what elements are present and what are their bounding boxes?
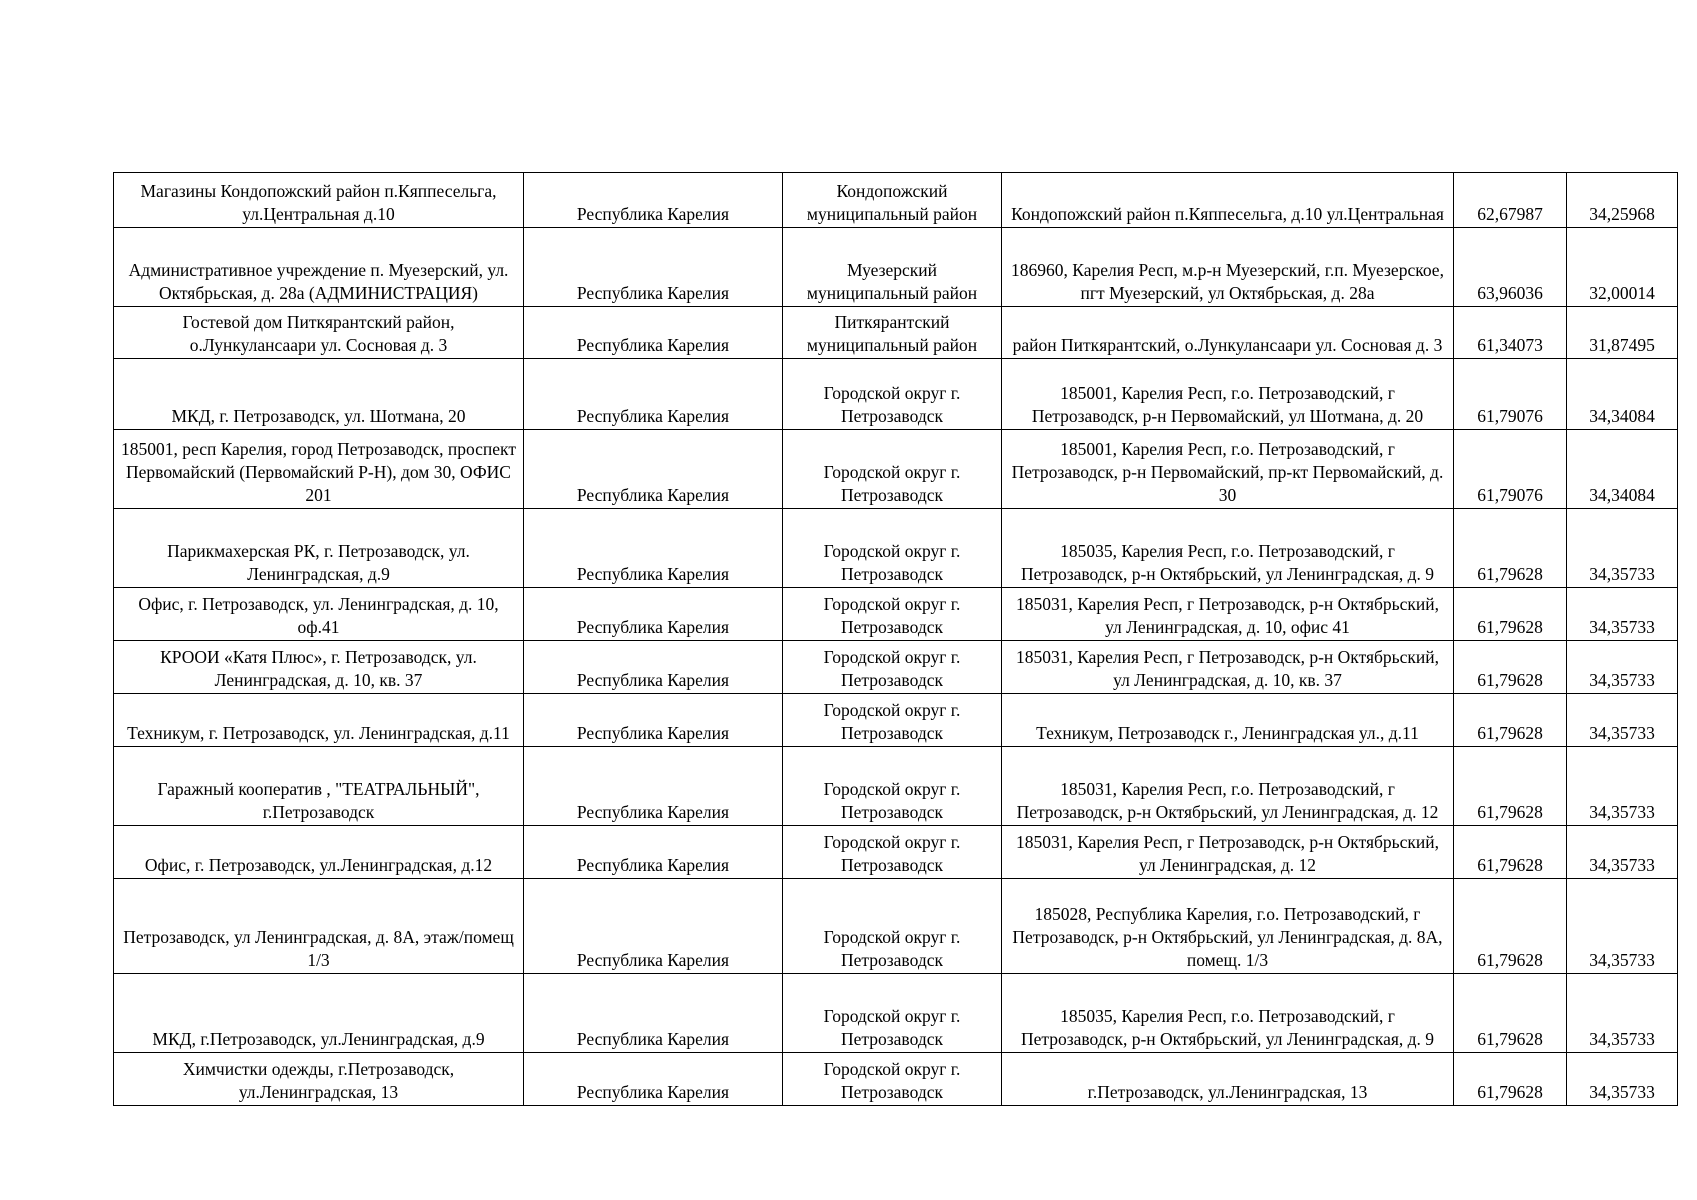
- cell-region: Республика Карелия: [524, 173, 783, 228]
- cell-longitude: 34,34084: [1567, 430, 1678, 509]
- cell-name: Гаражный кооператив , "ТЕАТРАЛЬНЫЙ", г.Петрозаводск: [114, 747, 524, 826]
- cell-region: Республика Карелия: [524, 826, 783, 879]
- cell-region: Республика Карелия: [524, 879, 783, 974]
- table-row: [114, 228, 1678, 307]
- table-row: [114, 430, 1678, 509]
- cell-address: 185001, Карелия Респ, г.о. Петрозаводский, г Петрозаводск, р-н Первомайский, пр-кт Первомайский, д. 30: [1002, 430, 1454, 509]
- cell-address: Кондопожский район п.Кяппесельга, д.10 ул.Центральная: [1002, 173, 1454, 228]
- table-row: [114, 974, 1678, 1053]
- table-row: [114, 879, 1678, 974]
- table-row: [114, 826, 1678, 879]
- cell-name: Парикмахерская РК, г. Петрозаводск, ул. Ленинградская, д.9: [114, 509, 524, 588]
- cell-address: 185031, Карелия Респ, г Петрозаводск, р-н Октябрьский, ул Ленинградская, д. 12: [1002, 826, 1454, 879]
- cell-region: Республика Карелия: [524, 359, 783, 430]
- table-row: [114, 1053, 1678, 1106]
- cell-latitude: 61,79076: [1454, 430, 1567, 509]
- cell-longitude: 34,35733: [1567, 1053, 1678, 1106]
- cell-name: КРООИ «Катя Плюс», г. Петрозаводск, ул. Ленинградская, д. 10, кв. 37: [114, 641, 524, 694]
- table-row: [114, 173, 1678, 228]
- cell-municipality: Городской округ г. Петрозаводск: [783, 747, 1002, 826]
- cell-municipality: Питкярантский муниципальный район: [783, 307, 1002, 359]
- cell-municipality: Муезерский муниципальный район: [783, 228, 1002, 307]
- cell-name: Офис, г. Петрозаводск, ул. Ленинградская, д. 10, оф.41: [114, 588, 524, 641]
- cell-region: Республика Карелия: [524, 747, 783, 826]
- table-row: [114, 641, 1678, 694]
- cell-latitude: 61,34073: [1454, 307, 1567, 359]
- cell-municipality: Городской округ г. Петрозаводск: [783, 1053, 1002, 1106]
- cell-name: Офис, г. Петрозаводск, ул.Ленинградская, д.12: [114, 826, 524, 879]
- cell-address: г.Петрозаводск, ул.Ленинградская, 13: [1002, 1053, 1454, 1106]
- cell-region: Республика Карелия: [524, 430, 783, 509]
- cell-name: 185001, респ Карелия, город Петрозаводск, проспект Первомайский (Первомайский Р-Н), дом 30, ОФИС 201: [114, 430, 524, 509]
- cell-longitude: 32,00014: [1567, 228, 1678, 307]
- cell-longitude: 34,35733: [1567, 974, 1678, 1053]
- cell-municipality: Городской округ г. Петрозаводск: [783, 588, 1002, 641]
- cell-longitude: 34,35733: [1567, 879, 1678, 974]
- cell-name: Техникум, г. Петрозаводск, ул. Ленинградская, д.11: [114, 694, 524, 747]
- cell-address: 185035, Карелия Респ, г.о. Петрозаводский, г Петрозаводск, р-н Октябрьский, ул Ленинградская, д. 9: [1002, 974, 1454, 1053]
- cell-longitude: 34,35733: [1567, 694, 1678, 747]
- table-row: [114, 509, 1678, 588]
- cell-region: Республика Карелия: [524, 307, 783, 359]
- cell-name: Петрозаводск, ул Ленинградская, д. 8А, этаж/помещ 1/3: [114, 879, 524, 974]
- cell-municipality: Городской округ г. Петрозаводск: [783, 359, 1002, 430]
- cell-name: Магазины Кондопожский район п.Кяппесельга, ул.Центральная д.10: [114, 173, 524, 228]
- table-row: [114, 747, 1678, 826]
- table-row: [114, 359, 1678, 430]
- cell-municipality: Городской округ г. Петрозаводск: [783, 509, 1002, 588]
- cell-longitude: 31,87495: [1567, 307, 1678, 359]
- cell-name: Административное учреждение п. Муезерский, ул. Октябрьская, д. 28а (АДМИНИСТРАЦИЯ): [114, 228, 524, 307]
- cell-latitude: 61,79076: [1454, 359, 1567, 430]
- cell-region: Республика Карелия: [524, 588, 783, 641]
- table-row: [114, 588, 1678, 641]
- cell-latitude: 61,79628: [1454, 588, 1567, 641]
- cell-address: 185028, Республика Карелия, г.о. Петрозаводский, г Петрозаводск, р-н Октябрьский, ул Ленинградская, д. 8А, помещ. 1/3: [1002, 879, 1454, 974]
- locations-table: [113, 172, 1678, 1106]
- cell-region: Республика Карелия: [524, 694, 783, 747]
- cell-latitude: 62,67987: [1454, 173, 1567, 228]
- cell-address: 185031, Карелия Респ, г.о. Петрозаводский, г Петрозаводск, р-н Октябрьский, ул Ленинградская, д. 12: [1002, 747, 1454, 826]
- cell-longitude: 34,35733: [1567, 747, 1678, 826]
- cell-latitude: 61,79628: [1454, 879, 1567, 974]
- cell-municipality: Городской округ г. Петрозаводск: [783, 826, 1002, 879]
- cell-longitude: 34,35733: [1567, 641, 1678, 694]
- cell-latitude: 61,79628: [1454, 747, 1567, 826]
- table-row: [114, 694, 1678, 747]
- cell-address: 186960, Карелия Респ, м.р-н Муезерский, г.п. Муезерское, пгт Муезерский, ул Октябрьская, д. 28а: [1002, 228, 1454, 307]
- cell-latitude: 61,79628: [1454, 641, 1567, 694]
- locations-table-body: [114, 173, 1678, 1106]
- cell-latitude: 61,79628: [1454, 974, 1567, 1053]
- cell-municipality: Городской округ г. Петрозаводск: [783, 974, 1002, 1053]
- cell-municipality: Городской округ г. Петрозаводск: [783, 641, 1002, 694]
- cell-region: Республика Карелия: [524, 228, 783, 307]
- cell-address: 185031, Карелия Респ, г Петрозаводск, р-н Октябрьский, ул Ленинградская, д. 10, офис 41: [1002, 588, 1454, 641]
- cell-name: Гостевой дом Питкярантский район, о.Лункулансаари ул. Сосновая д. 3: [114, 307, 524, 359]
- cell-region: Республика Карелия: [524, 641, 783, 694]
- cell-municipality: Кондопожский муниципальный район: [783, 173, 1002, 228]
- cell-address: Техникум, Петрозаводск г., Ленинградская ул., д.11: [1002, 694, 1454, 747]
- cell-municipality: Городской округ г. Петрозаводск: [783, 694, 1002, 747]
- cell-name: Химчистки одежды, г.Петрозаводск, ул.Ленинградская, 13: [114, 1053, 524, 1106]
- cell-latitude: 61,79628: [1454, 826, 1567, 879]
- cell-address: район Питкярантский, о.Лункулансаари ул. Сосновая д. 3: [1002, 307, 1454, 359]
- cell-name: МКД, г. Петрозаводск, ул. Шотмана, 20: [114, 359, 524, 430]
- cell-latitude: 63,96036: [1454, 228, 1567, 307]
- cell-name: МКД, г.Петрозаводск, ул.Ленинградская, д.9: [114, 974, 524, 1053]
- cell-latitude: 61,79628: [1454, 509, 1567, 588]
- cell-longitude: 34,35733: [1567, 509, 1678, 588]
- cell-address: 185001, Карелия Респ, г.о. Петрозаводский, г Петрозаводск, р-н Первомайский, ул Шотмана, д. 20: [1002, 359, 1454, 430]
- cell-address: 185031, Карелия Респ, г Петрозаводск, р-н Октябрьский, ул Ленинградская, д. 10, кв. 37: [1002, 641, 1454, 694]
- cell-latitude: 61,79628: [1454, 1053, 1567, 1106]
- cell-address: 185035, Карелия Респ, г.о. Петрозаводский, г Петрозаводск, р-н Октябрьский, ул Ленинградская, д. 9: [1002, 509, 1454, 588]
- cell-longitude: 34,35733: [1567, 588, 1678, 641]
- cell-longitude: 34,34084: [1567, 359, 1678, 430]
- cell-municipality: Городской округ г. Петрозаводск: [783, 430, 1002, 509]
- cell-region: Республика Карелия: [524, 1053, 783, 1106]
- cell-municipality: Городской округ г. Петрозаводск: [783, 879, 1002, 974]
- cell-longitude: 34,35733: [1567, 826, 1678, 879]
- cell-region: Республика Карелия: [524, 509, 783, 588]
- table-row: [114, 307, 1678, 359]
- cell-region: Республика Карелия: [524, 974, 783, 1053]
- cell-latitude: 61,79628: [1454, 694, 1567, 747]
- cell-longitude: 34,25968: [1567, 173, 1678, 228]
